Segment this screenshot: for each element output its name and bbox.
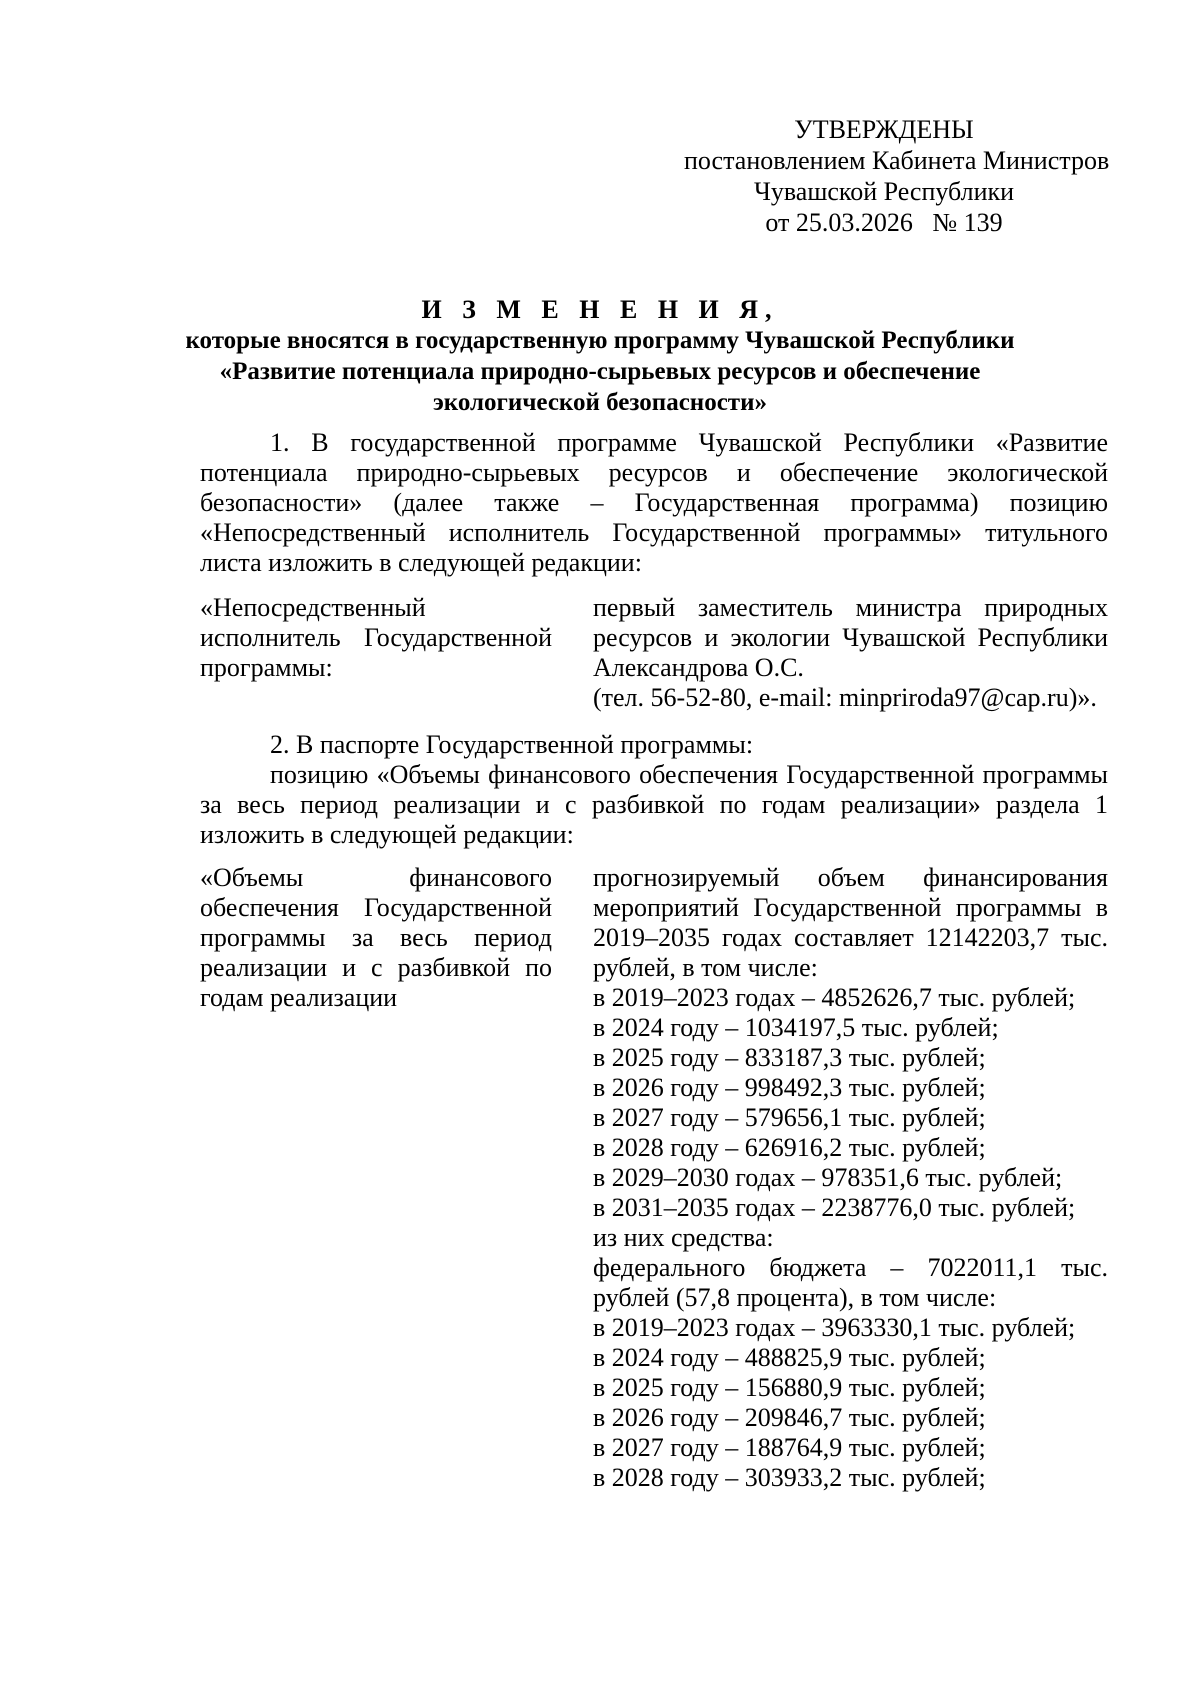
federal-year-item: в 2024 году – 488825,9 тыс. рублей;: [593, 1343, 986, 1372]
executor-contacts: (тел. 56-52-80, e-mail: minpriroda97@cap.ru)».: [593, 683, 1097, 712]
year-item: в 2029–2030 годах – 978351,6 тыс. рублей;: [593, 1163, 1063, 1192]
year-item: в 2028 году – 626916,2 тыс. рублей;: [593, 1133, 986, 1162]
federal-year-item: в 2028 году – 303933,2 тыс. рублей;: [593, 1463, 986, 1492]
section-2-intro: 2. В паспорте Государственной программы:: [270, 730, 754, 759]
approval-stamp: [684, 114, 1110, 238]
year-item: в 2031–2035 годах – 2238776,0 тыс. рублей;: [593, 1193, 1076, 1222]
federal-year-item: в 2019–2023 годах – 3963330,1 тыс. рублей;: [593, 1313, 1076, 1342]
financing-total: прогнозируемый объем финансирования мероприятий Государственной программы в 2019–2035 годах составляет 12142203,7 тыс. рублей, в том числе:: [593, 863, 1108, 982]
approval-region: Чувашской Республики: [753, 177, 1015, 206]
year-item: в 2019–2023 годах – 4852626,7 тыс. рублей;: [593, 983, 1076, 1012]
heading-line-2: «Развитие потенциала природно-сырьевых ресурсов и обеспечение: [219, 358, 981, 385]
document-heading: [150, 294, 1050, 418]
year-item: в 2024 году – 1034197,5 тыс. рублей;: [593, 1013, 999, 1042]
heading-title: И З М Е Н Е Н И Я,: [421, 295, 779, 324]
year-item: в 2027 году – 579656,1 тыс. рублей;: [593, 1103, 986, 1132]
heading-line-3: экологической безопасности»: [432, 389, 767, 416]
section-1-position-value: [593, 593, 1108, 713]
executor-name: первый заместитель министра природных ресурсов и экологии Чувашской Республики Александрова О.С.: [593, 593, 1108, 682]
year-item: в 2026 году – 998492,3 тыс. рублей;: [593, 1073, 986, 1102]
section-2-position-label: «Объемы финансового обеспечения Государственной программы за весь период реализации и с разбивкой по годам реализации: [200, 863, 552, 1012]
funding-sources-label: из них средства:: [593, 1223, 774, 1252]
federal-year-item: в 2025 году – 156880,9 тыс. рублей;: [593, 1373, 986, 1402]
federal-budget-total: федерального бюджета – 7022011,1 тыс. рублей (57,8 процента), в том числе:: [593, 1253, 1108, 1312]
section-1-paragraph: 1. В государственной программе Чувашской Республики «Развитие потенциала природно-сырьевых ресурсов и обеспечение экологической безопасности» (далее также – Государственная программа) позицию «Непосредственный исполнитель Государственной программы» титульного листа изложить в следующей редакции:: [200, 428, 1108, 577]
approval-authority: постановлением Кабинета Министров: [684, 146, 1110, 175]
approval-date-number: от 25.03.2026 № 139: [765, 208, 1003, 237]
section-2-paragraph: позицию «Объемы финансового обеспечения Государственной программы за весь период реализации и с разбивкой по годам реализации» раздела 1 изложить в следующей редакции:: [200, 760, 1108, 849]
approval-title: УТВЕРЖДЕНЫ: [794, 115, 974, 144]
heading-line-1: которые вносятся в государственную программу Чувашской Республики: [185, 327, 1015, 354]
financing-details: [593, 863, 1108, 1493]
year-item: в 2025 году – 833187,3 тыс. рублей;: [593, 1043, 986, 1072]
federal-year-item: в 2026 году – 209846,7 тыс. рублей;: [593, 1403, 986, 1432]
section-1-position-label: «Непосредственный исполнитель Государственной программы:: [200, 593, 552, 682]
federal-year-item: в 2027 году – 188764,9 тыс. рублей;: [593, 1433, 986, 1462]
